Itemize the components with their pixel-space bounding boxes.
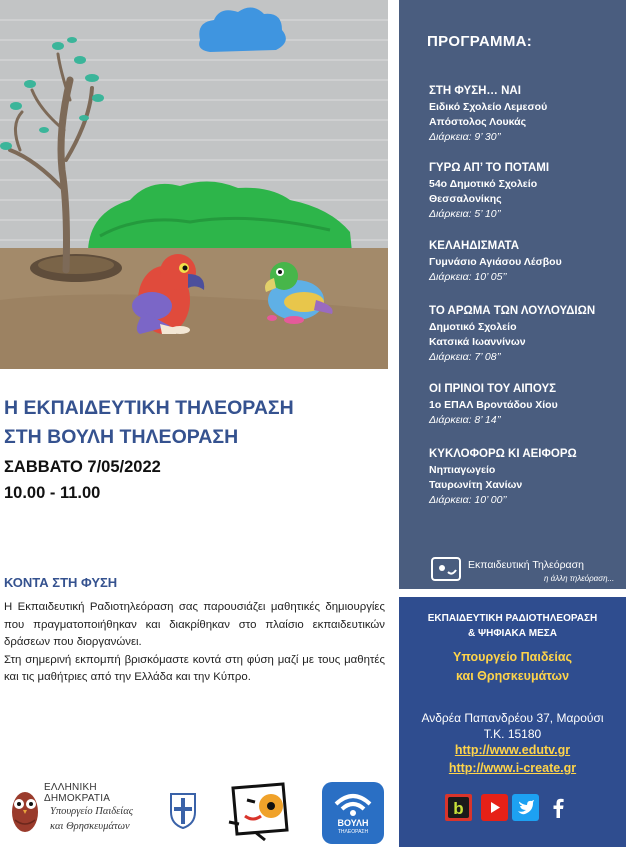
republic-label: ΕΛΛΗΝΙΚΗ ΔΗΜΟΚΡΑΤΙΑ	[44, 782, 111, 804]
program-item	[429, 447, 625, 508]
address-line-1: Ανδρέα Παπανδρέου 37, Μαρούσι	[421, 711, 604, 725]
broadcast-date: ΣΑΒΒΑΤΟ 7/05/2022	[4, 458, 161, 476]
b-icon[interactable]	[445, 794, 472, 821]
hero-image	[0, 0, 388, 369]
organization-name	[399, 611, 626, 641]
edutv-logo-text: Εκπαιδευτική Τηλεόραση	[468, 559, 584, 571]
program-item-school: 1ο ΕΠΑΛ Βροντάδου Χίου	[429, 399, 558, 411]
contact-panel	[399, 597, 626, 847]
program-item-school-2: Ταυρωνίτη Χανίων	[429, 479, 523, 491]
program-item-school: Γυμνάσιο Αγιάσου Λέσβου	[429, 256, 562, 268]
program-item-title: ΤΟ ΑΡΩΜΑ ΤΩΝ ΛΟΥΛΟΥΔΙΩΝ	[429, 305, 596, 317]
program-item-school: Νηπιαγωγείο	[429, 464, 496, 476]
edutv-tv-icon	[430, 554, 464, 584]
organization-line-1: ΕΚΠΑΙΔΕΥΤΙΚΗ ΡΑΔΙΟΤΗΛΕΟΡΑΣΗ	[427, 613, 598, 624]
facebook-icon[interactable]	[545, 794, 572, 821]
program-item	[429, 84, 625, 145]
program-item-duration: Διάρκεια: 7’ 08’’	[429, 351, 501, 363]
greek-emblem-icon	[165, 790, 201, 830]
youtube-icon[interactable]	[481, 794, 508, 821]
edutv-link[interactable]: http://www.edutv.gr	[454, 743, 571, 757]
address	[399, 710, 626, 742]
partner-logos	[0, 772, 390, 847]
broadcast-time: 10.00 - 11.00	[4, 484, 101, 502]
edutv-logo-slogan: η άλλη τηλεόραση...	[544, 574, 615, 583]
program-item-title: ΚΥΚΛΟΦΟΡΩ ΚΙ ΑΕΙΦΟΡΩ	[429, 448, 577, 460]
program-item	[429, 382, 625, 428]
program-item	[429, 161, 625, 222]
title-line-2: ΣΤΗ ΒΟΥΛΗ ΤΗΛΕΟΡΑΣΗ	[4, 426, 239, 448]
program-item-duration: Διάρκεια: 9’ 30’’	[429, 131, 501, 143]
ministry-line-2: και Θρησκευμάτων	[455, 669, 570, 683]
twitter-icon[interactable]	[512, 794, 539, 821]
ministry-logo	[44, 782, 164, 834]
description	[4, 599, 385, 687]
ministry-label-2: και Θρησκευμάτων	[50, 821, 130, 832]
program-item-school-2: Κατσικά Ιωαννίνων	[429, 336, 526, 348]
program-item-school: Δημοτικό Σχολείο	[429, 321, 517, 333]
address-line-2: Τ.Κ. 15180	[483, 727, 542, 741]
program-item-duration: Διάρκεια: 10’ 05’’	[429, 271, 507, 283]
program-item-duration: Διάρκεια: 10’ 00’’	[429, 494, 507, 506]
vouli-tv-logo	[322, 782, 384, 844]
wifi-icon	[322, 782, 384, 818]
ministry-name	[399, 648, 626, 686]
vouli-label: ΒΟΥΛΗ	[337, 818, 369, 828]
program-item-title: ΚΕΛΑΗΔΙΣΜΑΤΑ	[429, 240, 520, 252]
program-item-title: ΓΥΡΩ ΑΠ’ ΤΟ ΠΟΤΑΜΙ	[429, 162, 550, 174]
program-item-school: 54ο Δημοτικό Σχολείο	[429, 178, 538, 190]
svg-text:b: b	[453, 799, 464, 818]
program-item-title: ΣΤΗ ΦΥΣΗ… ΝΑΙ	[429, 85, 521, 97]
icreate-link[interactable]: http://www.i-create.gr	[448, 761, 577, 775]
program-panel	[399, 0, 626, 589]
program-item-school-2: Απόστολος Λουκάς	[429, 116, 527, 128]
title-line-1: Η ΕΚΠΑΙΔΕΥΤΙΚΗ ΤΗΛΕΟΡΑΣΗ	[4, 397, 294, 419]
program-item-title: ΟΙ ΠΡΙΝΟΙ ΤΟΥ ΑΙΠΟΥΣ	[429, 383, 557, 395]
program-item	[429, 304, 625, 365]
section-heading: ΚΟΝΤΑ ΣΤΗ ΦΥΣΗ	[4, 575, 118, 590]
ministry-line-1: Υπουργείο Παιδείας	[452, 650, 573, 664]
description-paragraph-1: Η Εκπαιδευτική Ραδιοτηλεόραση σας παρουσιάζει μαθητικές δημιουργίες που πραγματοποιήθηκαν και διακρίθηκαν στο πλαίσιο εκπαιδευτικών δράσεων που διοργανώνει.	[4, 601, 385, 649]
program-item-school: Ειδικό Σχολείο Λεμεσού	[429, 101, 548, 113]
owl-logo-icon	[8, 780, 42, 840]
face-logo-icon	[225, 778, 297, 842]
broadcast-datetime	[4, 454, 161, 506]
description-paragraph-2: Στη σημερινή εκπομπή βρισκόμαστε κοντά στη φύση μαζί με τους μαθητές και τις μαθήτριες από την Ελλάδα και την Κύπρο.	[4, 653, 385, 684]
program-item	[429, 239, 625, 285]
main-title	[4, 394, 294, 452]
vouli-sublabel: ΤΗΛΕΟΡΑΣΗ	[337, 829, 369, 835]
ministry-label-1: Υπουργείο Παιδείας	[50, 806, 133, 817]
program-item-duration: Διάρκεια: 5’ 10’’	[429, 208, 501, 220]
program-item-duration: Διάρκεια: 8’ 14’’	[429, 414, 501, 426]
organization-line-2: & ΨΗΦΙΑΚΑ ΜΕΣΑ	[468, 628, 557, 639]
program-item-school-2: Θεσσαλονίκης	[429, 193, 502, 205]
edutv-logo	[430, 554, 625, 586]
program-heading: ΠΡΟΓΡΑΜΜΑ:	[427, 33, 533, 50]
